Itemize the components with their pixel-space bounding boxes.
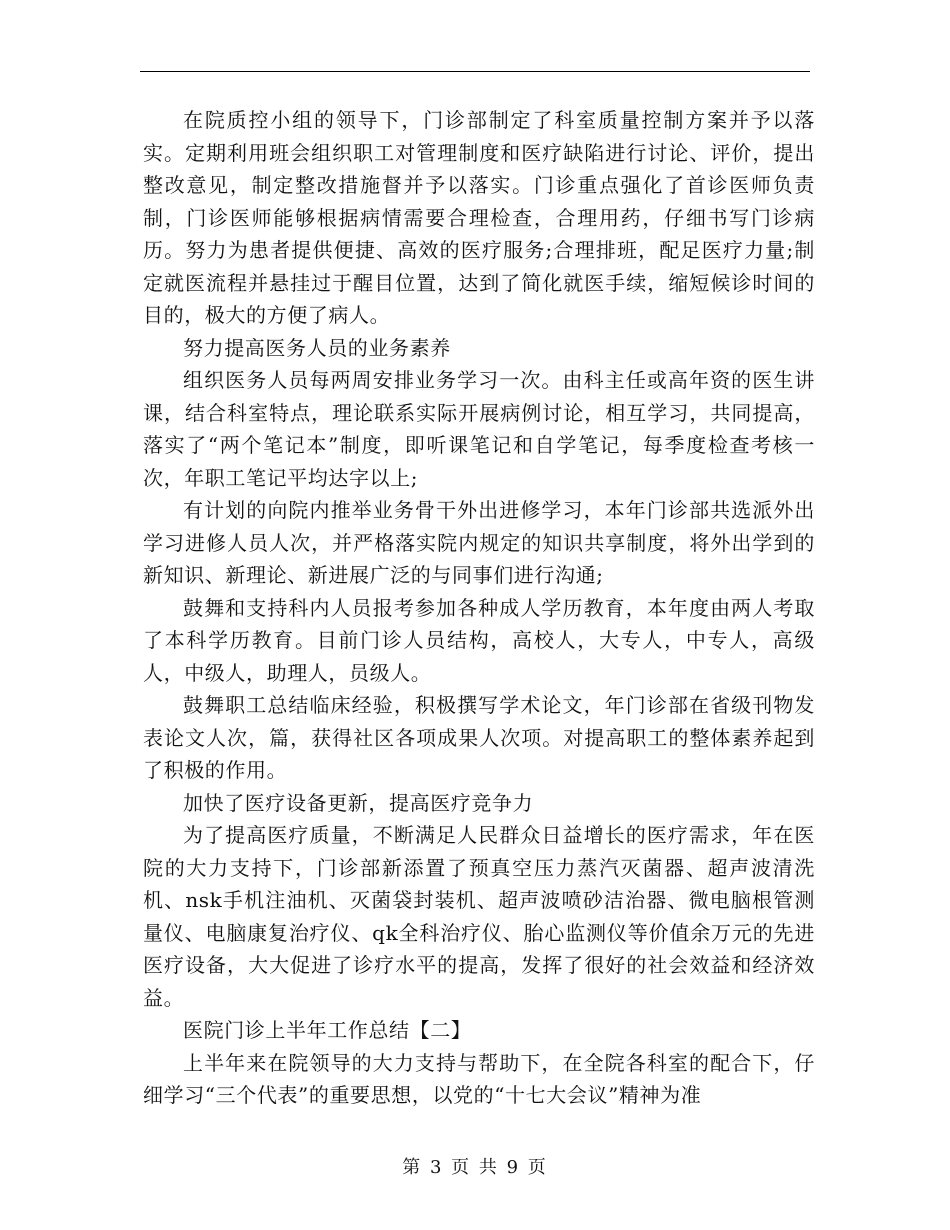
section-heading-equipment: 加快了医疗设备更新，提高医疗竞争力 (183, 790, 534, 815)
paragraph-study-schedule: 组织医务人员每两周安排业务学习一次。由科主任或高年资的医生讲课，结合科室特点，理论联系实际开展病例讨论，相互学习，共同提高，落实了“两个笔记本”制度，即听课笔记和自学笔记，每季度检查考核一次，年职工笔记平均达字以上; (143, 368, 815, 490)
paragraph-academic-papers: 鼓舞职工总结临床经验，积极撰写学术论文，年门诊部在省级刊物发表论文人次，篇，获得社区各项成果人次项。对提高职工的整体素养起到了积极的作用。 (143, 693, 815, 782)
section-heading-staff-quality: 努力提高医务人员的业务素养 (183, 335, 451, 360)
paragraph-further-training: 有计划的向院内推举业务骨干外出进修学习，本年门诊部共选派外出学习进修人员人次，并严格落实院内规定的知识共享制度，将外出学到的新知识、新理论、新进展广泛的与同事们进行沟通; (143, 498, 815, 587)
paragraph-half-year-intro: 上半年来在院领导的大力支持与帮助下，在全院各科室的配合下，仔细学习“三个代表”的重要思想，以党的“十七大会议”精神为准 (143, 1050, 815, 1107)
section-heading-summary-two: 医院门诊上半年工作总结【二】 (183, 1018, 472, 1042)
paragraph-adult-education: 鼓舞和支持科内人员报考参加各种成人学历教育，本年度由两人考取了本科学历教育。目前门诊人员结构，高校人，大专人，中专人，高级人，中级人，助理人，员级人。 (143, 595, 815, 685)
header-rule (140, 71, 810, 72)
paragraph-quality-control: 在院质控小组的领导下，门诊部制定了科室质量控制方案并予以落实。定期利用班会组织职工对管理制度和医疗缺陷进行讨论、评价，提出整改意见，制定整改措施督并予以落实。门诊重点强化了首诊医师负责制，门诊医师能够根据病情需要合理检查，合理用药，仔细书写门诊病历。努力为患者提供便捷、高效的医疗服务;合理排班，配足医疗力量;制定就医流程并悬挂过于醒目位置，达到了简化就医手续，缩短候诊时间的目的，极大的方便了病人。 (143, 108, 815, 327)
document-body (143, 104, 815, 1112)
page-number: 第 3 页 共 9 页 (402, 1157, 548, 1178)
paragraph-new-equipment: 为了提高医疗质量，不断满足人民群众日益增长的医疗需求，年在医院的大力支持下，门诊部新添置了预真空压力蒸汽灭菌器、超声波清洗机、nsk手机注油机、灭菌袋封装机、超声波喷砂洁治器、微电脑根管测量仪、电脑康复治疗仪、qk全科治疗仪、胎心监测仪等价值余万元的先进医疗设备，大大促进了诊疗水平的提高，发挥了很好的社会效益和经济效益。 (143, 823, 815, 1010)
